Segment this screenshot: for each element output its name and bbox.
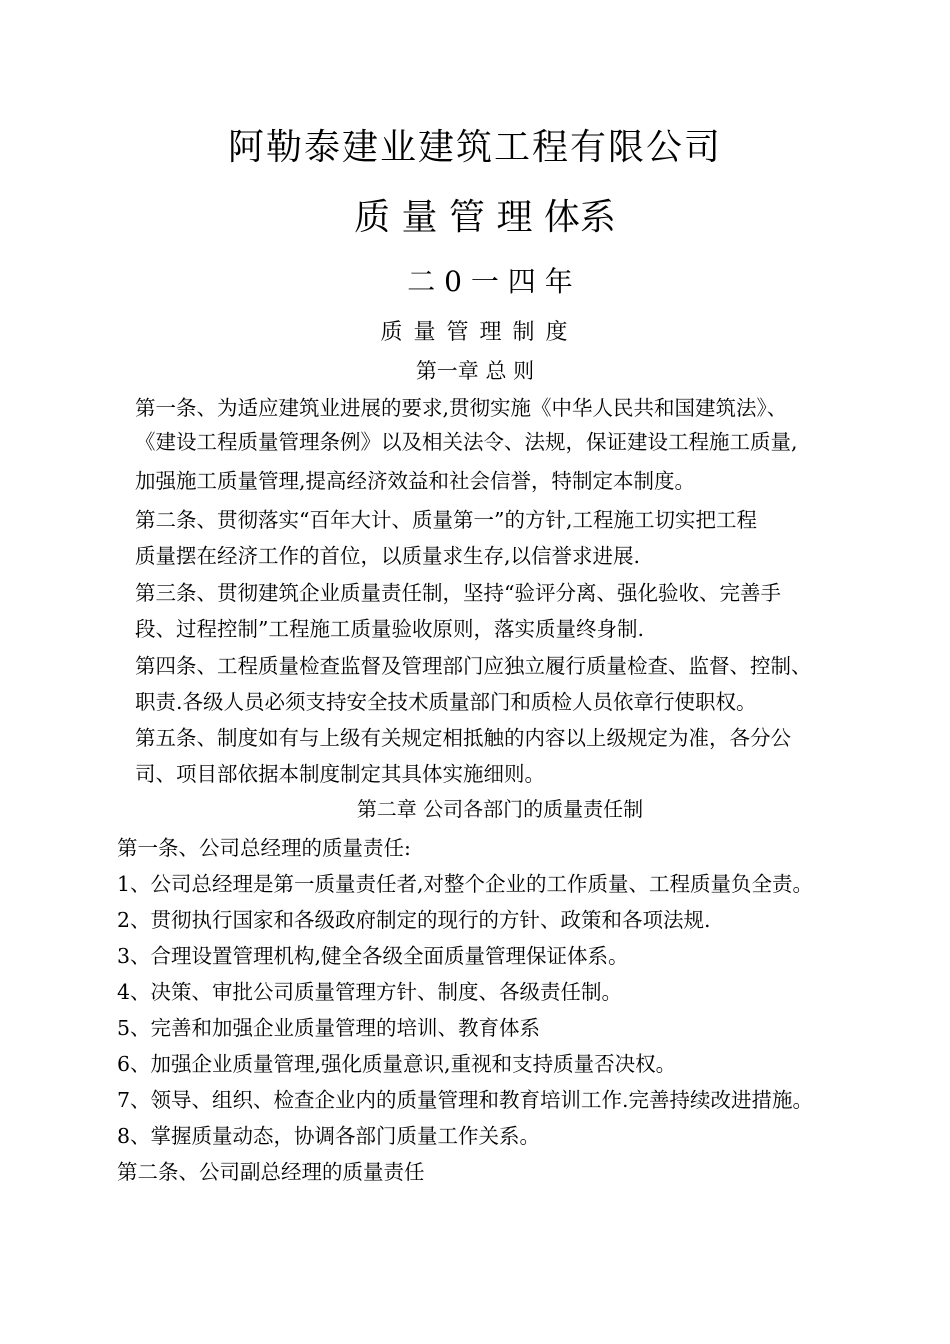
chapter-1-line: 第五条、制度如有与上级有关规定相抵触的内容以上级规定为准，各分公 [135, 726, 791, 750]
chapter-1-line: 第四条、工程质量检查监督及管理部门应独立履行质量检查、监督、控制、 [135, 654, 812, 678]
chapter-1-line: 职责.各级人员必须支持安全技术质量部门和质检人员依章行使职权。 [135, 690, 757, 714]
document-year: 二 0 一 四 年 [407, 265, 573, 298]
chapter-2-line: 第二条、公司副总经理的质量责任 [117, 1160, 425, 1184]
chapter-1-line: 质量摆在经济工作的首位，以质量求生存,以信誉求进展. [135, 544, 641, 568]
chapter-1-title: 第一章 总 则 [415, 359, 535, 383]
chapter-2-line: 7、领导、组织、检查企业内的质量管理和教育培训工作.完善持续改进措施。 [117, 1088, 814, 1112]
company-name: 阿勒泰建业建筑工程有限公司 [227, 127, 722, 168]
chapter-2-line: 3、合理设置管理机构,健全各级全面质量管理保证体系。 [117, 944, 629, 968]
chapter-1-line: 段、过程控制”工程施工质量验收原则，落实质量终身制. [135, 617, 644, 641]
chapter-1-line: 加强施工质量管理,提高经济效益和社会信誉，特制定本制度。 [135, 469, 696, 493]
system-title: 质 量 管 理 体系 [354, 197, 616, 238]
chapter-2-line: 5、完善和加强企业质量管理的培训、教育体系 [117, 1016, 541, 1040]
chapter-2-line: 8、掌握质量动态，协调各部门质量工作关系。 [117, 1124, 541, 1148]
chapter-2-line: 6、加强企业质量管理,强化质量意识,重视和支持质量否决权。 [117, 1052, 677, 1076]
section-title: 质 量 管 理 制 度 [380, 320, 570, 345]
chapter-2-title: 第二章 公司各部门的质量责任制 [356, 797, 644, 821]
chapter-1-line: 第三条、贯彻建筑企业质量责任制，坚持“验评分离、强化验收、完善手 [135, 581, 781, 605]
chapter-1-line: 《建设工程质量管理条例》以及相关法令、法规，保证建设工程施工质量, [135, 430, 798, 454]
chapter-2-line: 4、决策、审批公司质量管理方针、制度、各级责任制。 [117, 980, 623, 1004]
chapter-1-line: 司、项目部依据本制度制定其具体实施细则。 [135, 762, 545, 786]
chapter-1-line: 第一条、为适应建筑业进展的要求,贯彻实施《中华人民共和国建筑法》、 [135, 396, 788, 420]
chapter-2-line: 2、贯彻执行国家和各级政府制定的现行的方针、政策和各项法规. [117, 908, 711, 932]
chapter-2-line: 1、公司总经理是第一质量责任者,对整个企业的工作质量、工程质量负全责。 [117, 872, 814, 896]
chapter-2-line: 第一条、公司总经理的质量责任: [117, 836, 411, 860]
chapter-1-line: 第二条、贯彻落实“百年大计、质量第一”的方针,工程施工切实把工程 [135, 508, 757, 532]
